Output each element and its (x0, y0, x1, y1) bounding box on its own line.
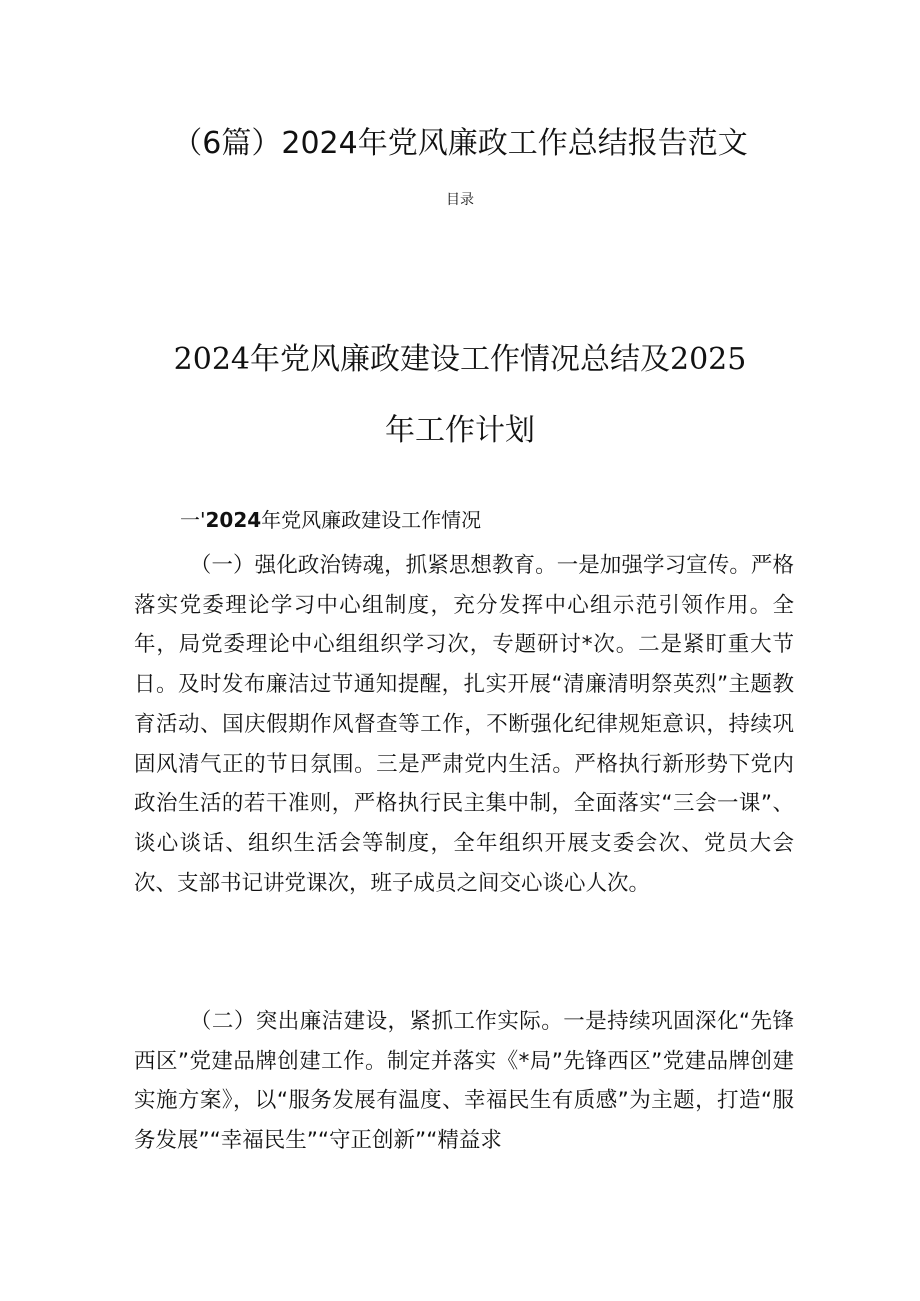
section-heading-year: 2024 (205, 508, 262, 532)
body-paragraph-1: （一）强化政治铸魂，抓紧思想教育。一是加强学习宣传。严格落实党委理论学习中心组制度，充分发挥中心组示范引领作用。全年，局党委理论中心组组织学习次，专题研讨*次。二是紧盯重大节日。及时发布廉洁过节通知提醒，扎实开展“清廉清明祭英烈”主题教育活动、国庆假期作风督查等工作，不断强化纪律规矩意识，持续巩固风清气正的节日氛围。三是严肃党内生活。严格执行新形势下党内政治生活的若干准则，严格执行民主集中制，全面落实“三会一课”、谈心谈话、组织生活会等制度，全年组织开展支委会次、党员大会次、支部书记讲党课次，班子成员之间交心谈心人次。 (134, 553, 794, 896)
section-heading-prefix: 一' (180, 508, 206, 532)
section-heading (180, 505, 481, 535)
section-title-line-1: 2024年党风廉政建设工作情况总结及2025 (173, 342, 747, 377)
section-heading-text: 年党风廉政建设工作情况 (261, 508, 482, 532)
body-paragraph-2: （二）突出廉洁建设，紧抓工作实际。一是持续巩固深化“先锋西区”党建品牌创建工作。制定并落实《*局”先锋西区”党建品牌创建实施方案》，以“服务发展有温度、幸福民生有质感”为主题，打造“服务发展”“幸福民生”“守正创新”“精益求 (134, 1009, 794, 1154)
table-of-contents-label: 目录 (446, 192, 474, 208)
document-title: （6篇）2024年党风廉政工作总结报告范文 (172, 126, 748, 161)
section-title-line-2: 年工作计划 (385, 413, 535, 448)
